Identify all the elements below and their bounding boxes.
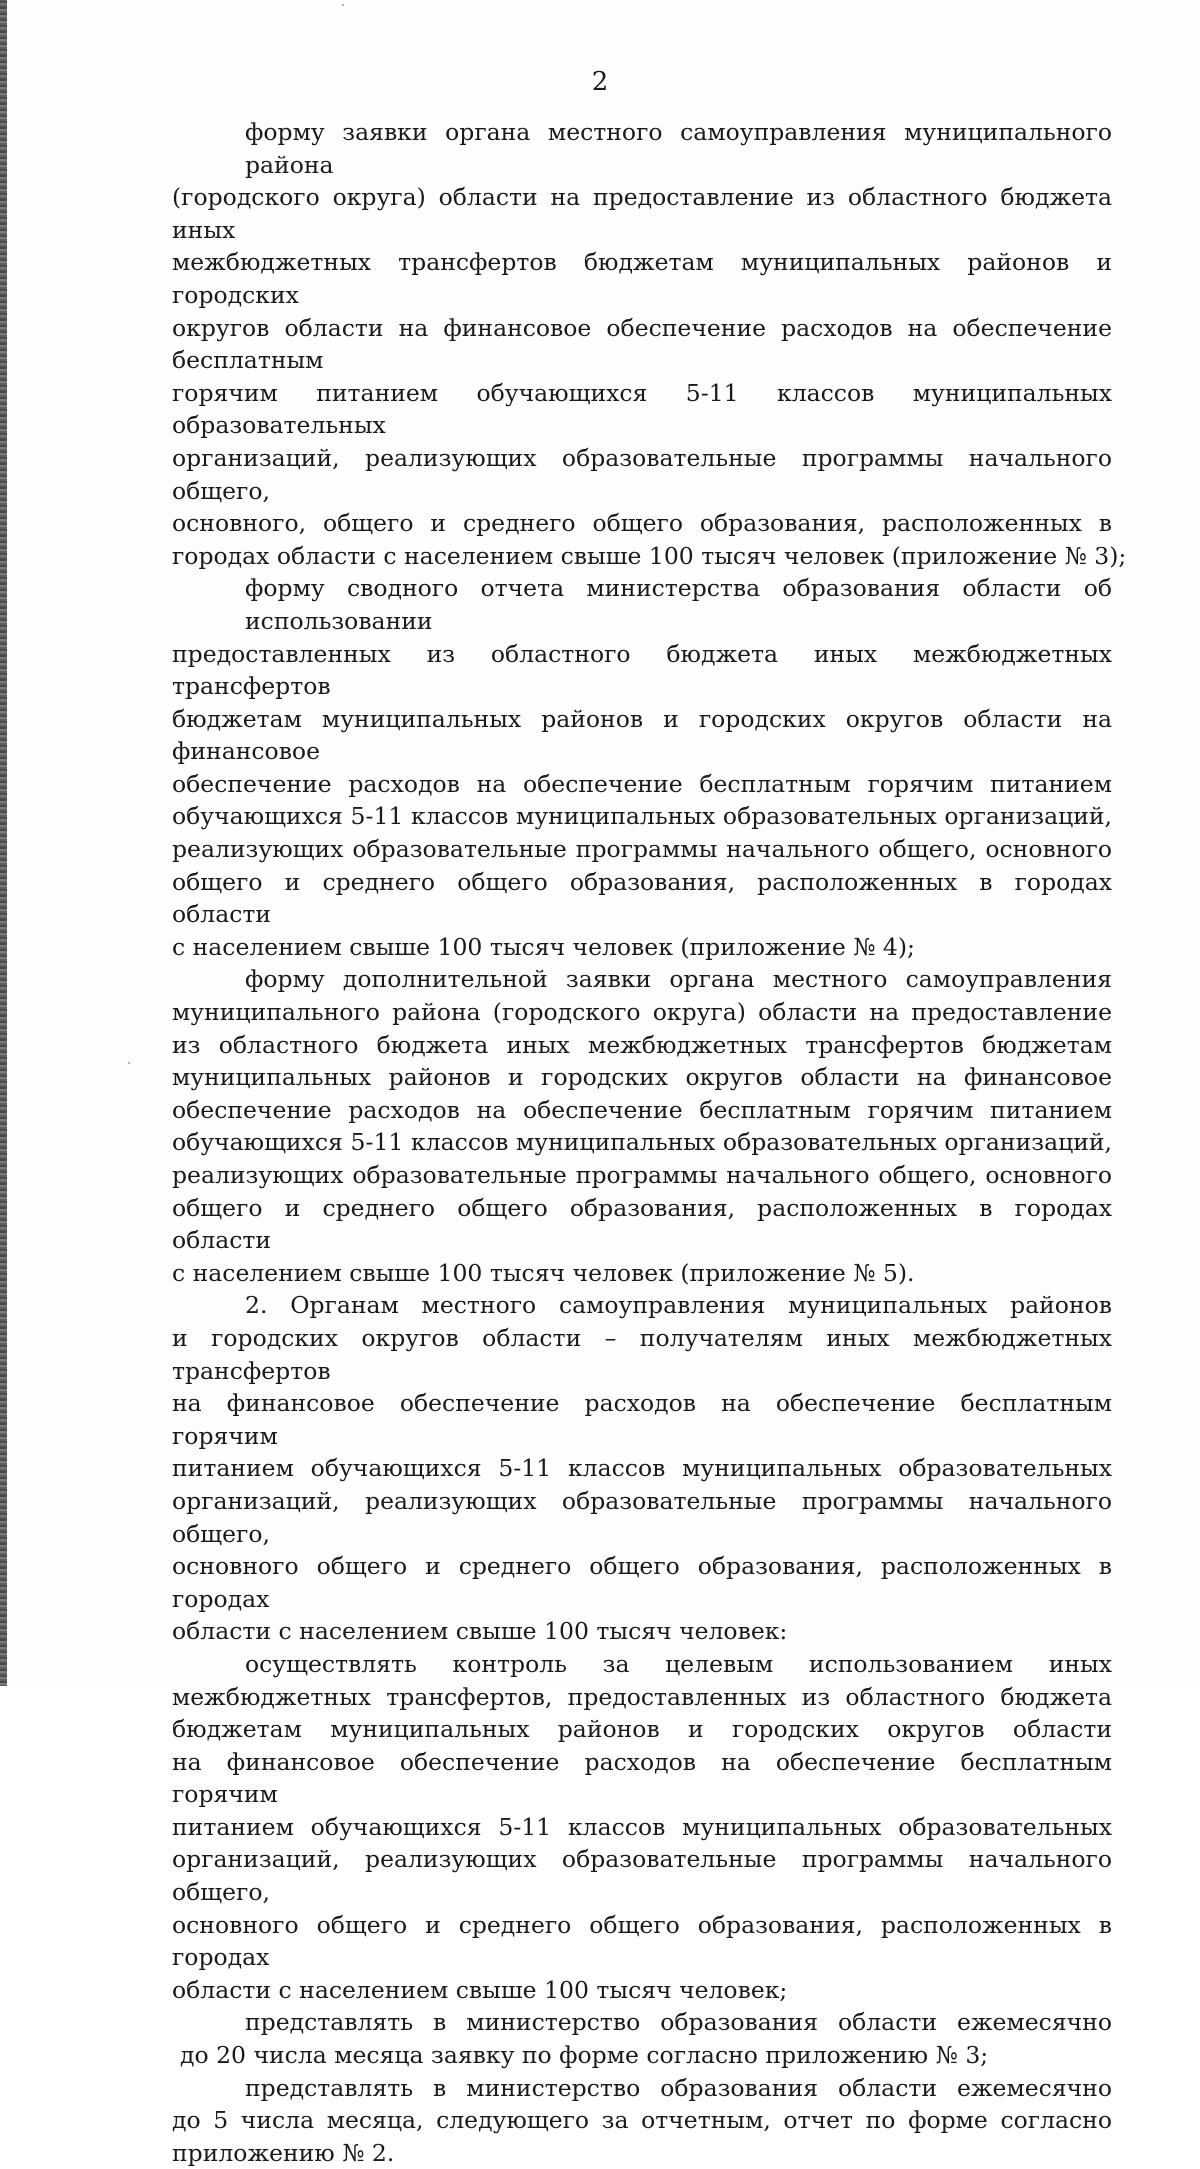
text-line: межбюджетных трансфертов бюджетам муниципальных районов и городских <box>172 248 1112 309</box>
text-line: 2. Органам местного самоуправления муниципальных районов <box>245 1291 1112 1320</box>
paragraph <box>172 2072 1112 2169</box>
text-line: из областного бюджета иных межбюджетных трансфертов бюджетам <box>172 1030 1112 1059</box>
text-line: до 20 числа месяца заявку по форме согласно приложению № 3; <box>180 2041 989 2070</box>
text-line: до 5 числа месяца, следующего за отчетным, отчет по форме согласно <box>172 2106 1112 2135</box>
text-line: и городских округов области – получателям иных межбюджетных трансфертов <box>172 1323 1112 1385</box>
text-line: с населением свыше 100 тысяч человек (приложение № 5). <box>172 1258 915 1287</box>
paragraph <box>172 572 1112 963</box>
text-line: горячим питанием обучающихся 5-11 классов муниципальных образовательных <box>172 378 1112 440</box>
text-line: питанием обучающихся 5-11 классов муниципальных образовательных <box>172 1454 1112 1483</box>
text-line: питанием обучающихся 5-11 классов муниципальных образовательных <box>172 1812 1112 1841</box>
text-line: основного общего и среднего общего образования, расположенных в городах <box>172 1552 1112 1613</box>
text-line: с населением свыше 100 тысяч человек (приложение № 4); <box>172 932 915 961</box>
text-line: осуществлять контроль за целевым использованием иных <box>245 1649 1112 1678</box>
text-line: общего и среднего общего образования, расположенных в городах области <box>172 1193 1112 1255</box>
text-line: муниципального района (городского округа) области на предоставление <box>172 998 1112 1027</box>
text-line: обеспечение расходов на обеспечение бесплатным горячим питанием <box>172 1095 1112 1124</box>
text-line: обеспечение расходов на обеспечение бесплатным горячим питанием <box>172 769 1112 798</box>
text-line: общего и среднего общего образования, расположенных в городах области <box>172 867 1112 929</box>
text-line: представлять в министерство образования области ежемесячно <box>245 2073 1112 2102</box>
text-line: реализующих образовательные программы начального общего, основного <box>172 835 1112 864</box>
text-line: обучающихся 5-11 классов муниципальных образовательных организаций, <box>172 1128 1112 1157</box>
text-line: (городского округа) области на предоставление из областного бюджета иных <box>172 183 1112 244</box>
text-line: организаций, реализующих образовательные программы начального общего, <box>172 1845 1112 1907</box>
text-line: организаций, реализующих образовательные программы начального общего, <box>172 443 1112 505</box>
text-line: форму сводного отчета министерства образования области об использовании <box>245 574 1112 635</box>
text-line: организаций, реализующих образовательные программы начального общего, <box>172 1486 1112 1548</box>
scan-edge-artifact <box>0 0 7 1686</box>
text-line: на финансовое обеспечение расходов на обеспечение бесплатным горячим <box>172 1389 1112 1450</box>
text-line: форму дополнительной заявки органа местного самоуправления <box>245 965 1112 994</box>
text-line: межбюджетных трансфертов, предоставленных из областного бюджета <box>172 1682 1112 1711</box>
scan-speck <box>342 4 344 6</box>
text-line: основного, общего и среднего общего образования, расположенных в <box>172 509 1112 538</box>
text-line: на финансовое обеспечение расходов на обеспечение бесплатным горячим <box>172 1747 1112 1809</box>
text-line: городах области с населением свыше 100 тысяч человек (приложение № 3); <box>172 541 1127 570</box>
text-line: муниципальных районов и городских округов области на финансовое <box>172 1063 1112 1092</box>
text-line: округов области на финансовое обеспечение расходов на обеспечение бесплатным <box>172 313 1112 375</box>
text-line: бюджетам муниципальных районов и городских округов области <box>172 1715 1112 1744</box>
text-line: основного общего и среднего общего образования, расположенных в городах <box>172 1910 1112 1972</box>
paragraph <box>172 2006 1112 2071</box>
scan-speck <box>128 1062 130 1064</box>
text-line: области с населением свыше 100 тысяч человек; <box>172 1975 788 2004</box>
text-line: области с населением свыше 100 тысяч человек: <box>172 1617 788 1646</box>
text-line: представлять в министерство образования области ежемесячно <box>245 2008 1112 2037</box>
text-line: реализующих образовательные программы начального общего, основного <box>172 1161 1112 1189</box>
document-body <box>172 116 1127 2169</box>
paragraph <box>172 1289 1112 1648</box>
text-line: бюджетам муниципальных районов и городских округов области на финансовое <box>172 704 1112 766</box>
text-line: форму заявки органа местного самоуправления муниципального района <box>245 118 1112 179</box>
paragraph <box>172 963 1112 1289</box>
text-line: приложению № 2. <box>172 2138 395 2167</box>
text-line: обучающихся 5-11 классов муниципальных образовательных организаций, <box>172 802 1112 831</box>
text-line: предоставленных из областного бюджета иных межбюджетных трансфертов <box>172 639 1112 701</box>
paragraph <box>172 116 1127 572</box>
paragraph <box>172 1648 1112 2007</box>
page-number: 2 <box>591 67 609 97</box>
